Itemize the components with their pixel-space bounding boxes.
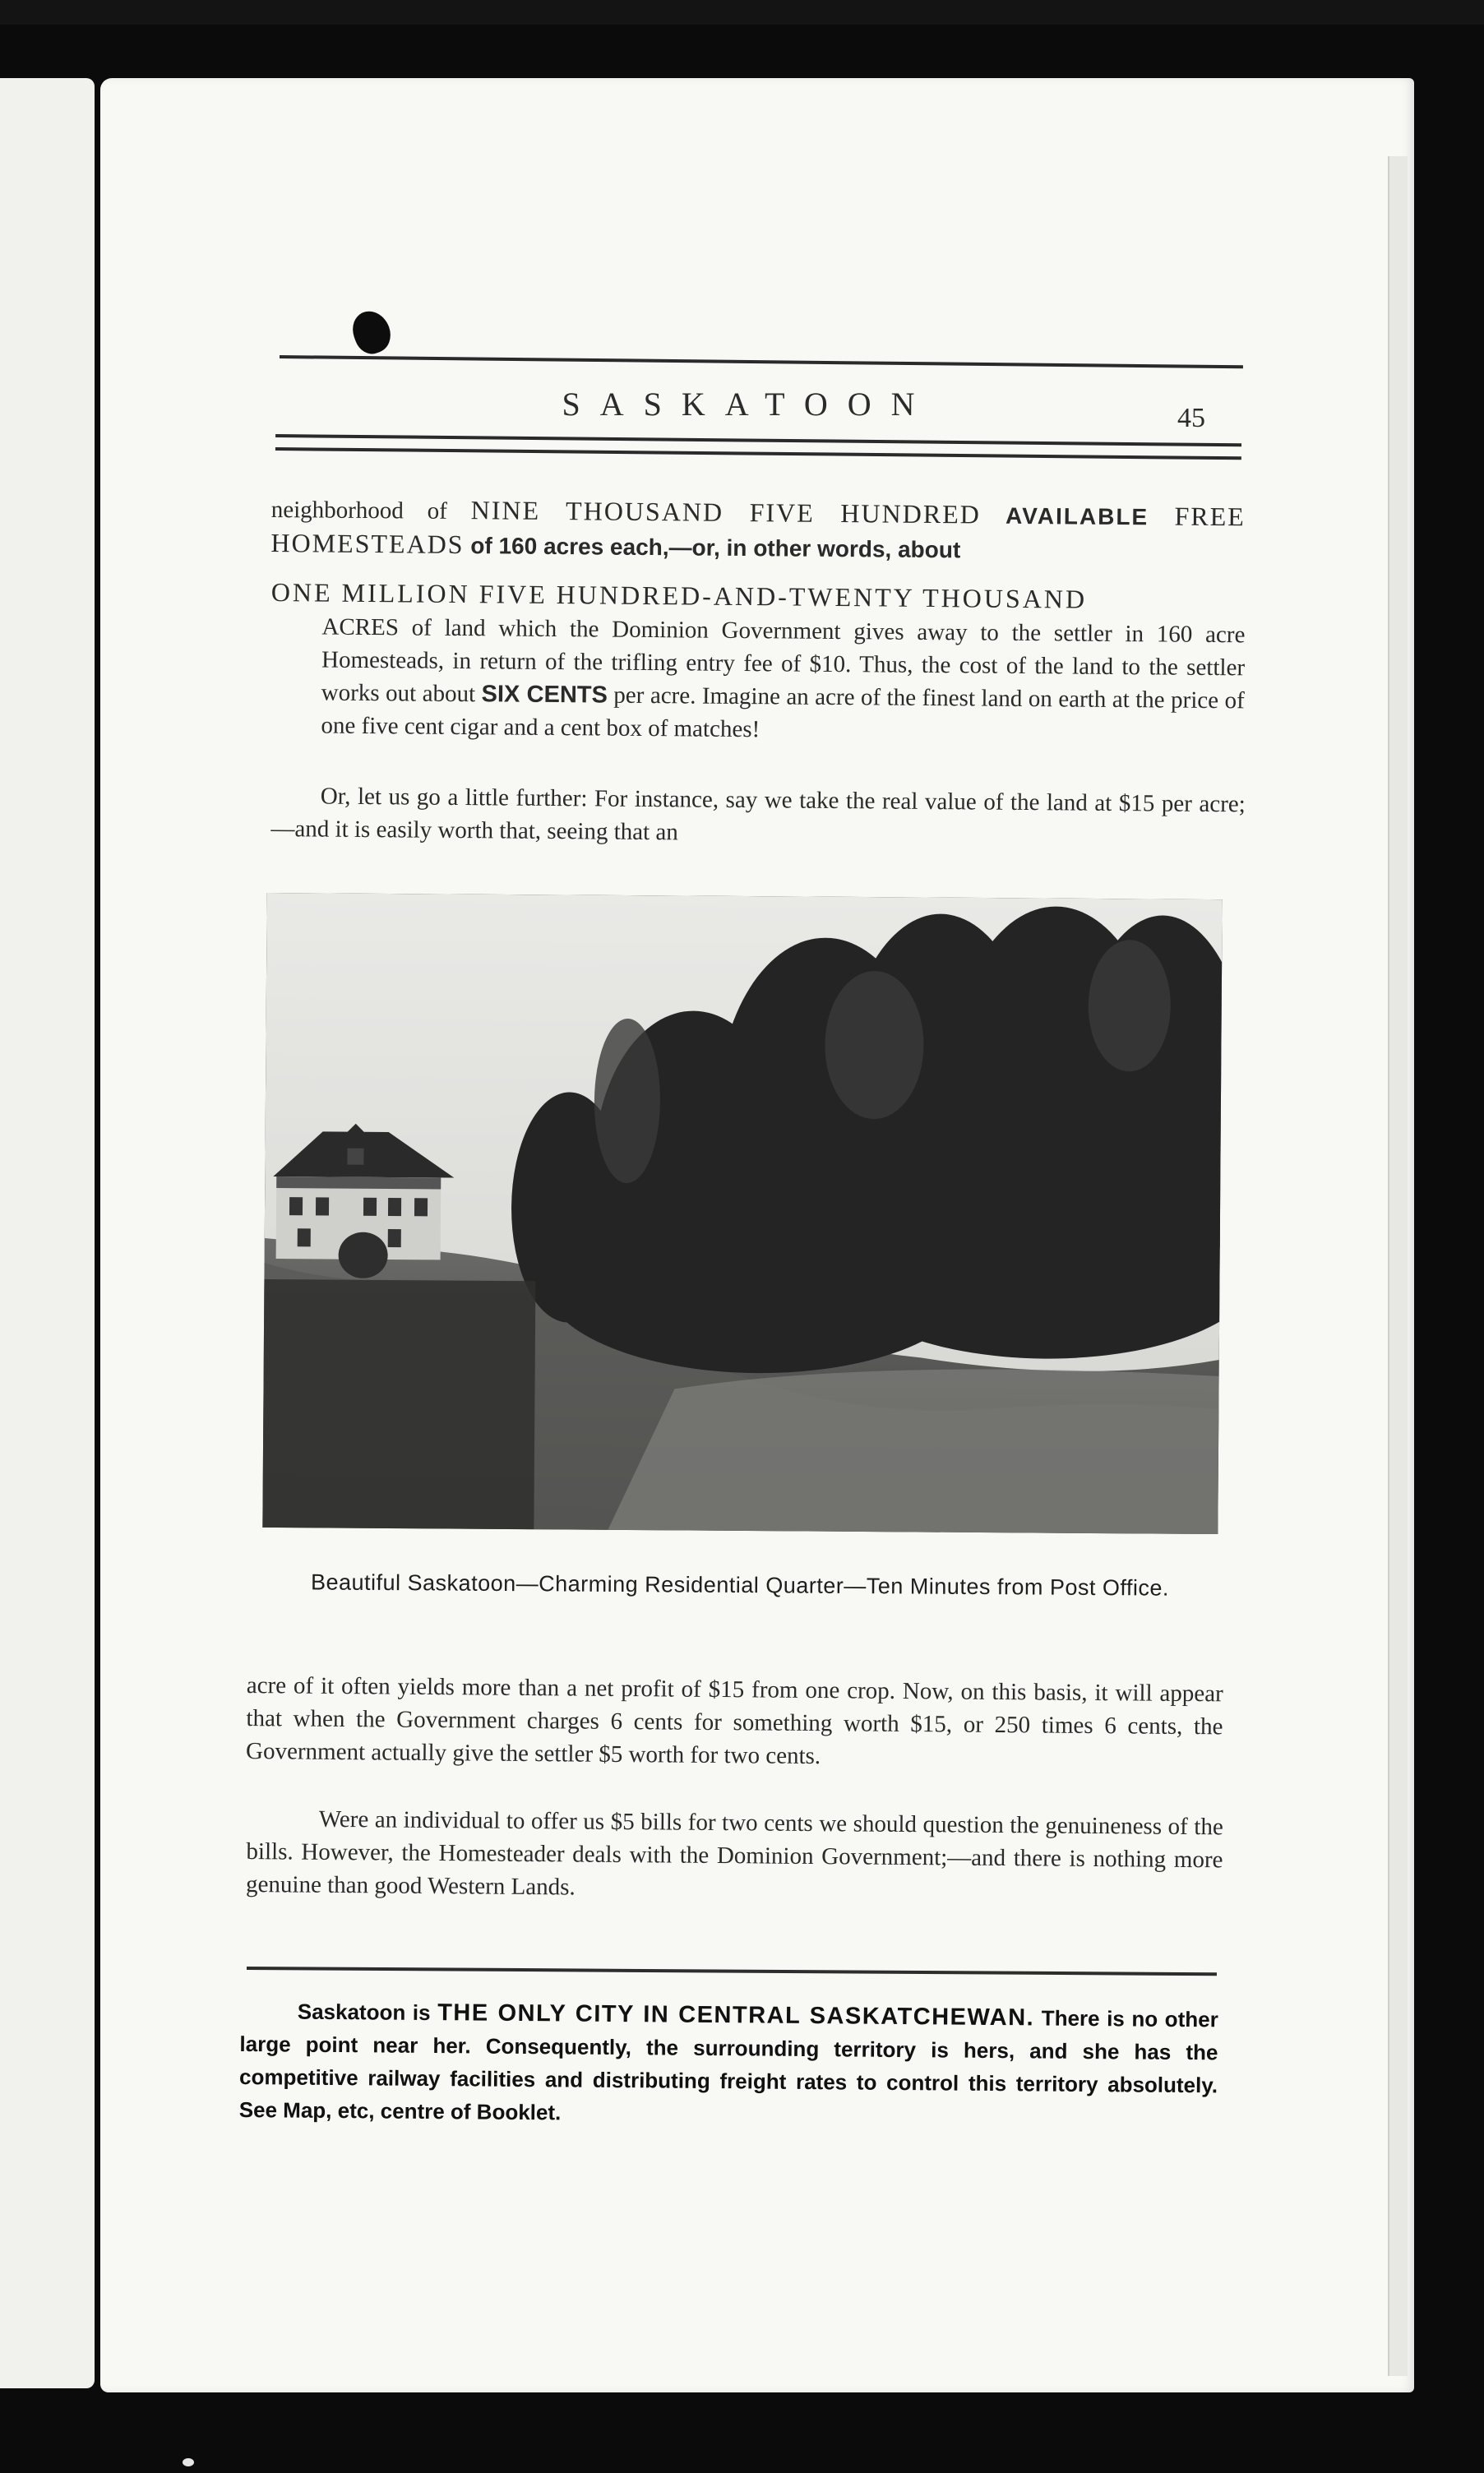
text-emphasis: ONE MILLION FIVE HUNDRED-AND-TWENTY THOUSAND — [270, 576, 1088, 614]
text-emphasis: SIX CENTS — [481, 681, 608, 709]
text-emphasis: AVAILABLE — [980, 502, 1175, 530]
running-title: SASKATOON — [562, 386, 935, 423]
text-emphasis: FREE HOMESTEADS — [270, 501, 1246, 560]
paragraph-crop-profit: acre of it often yields more than a net profit of $15 from one crop. Now, on this basis, it will appear that when the Government charges 6 cents for something worth $15, or 250 times 6 cents, the Government actually give the settler $5 worth for two cents. — [245, 1671, 1223, 1770]
paragraph-further: Or, let us go a little further: For instance, say we take the real value of the land at $15 per acre;—and it is easily worth that, seeing that an — [270, 783, 1246, 846]
text-emphasis: THE ONLY CITY IN CENTRAL SASKATCHEWAN. — [437, 1999, 1035, 2032]
previous-page-edge — [0, 78, 95, 2388]
text-emphasis: NINE THOUSAND FIVE HUNDRED — [470, 495, 981, 529]
page-number: 45 — [1177, 403, 1205, 433]
paragraph-bills: Were an individual to offer us $5 bills for two cents we should question the genuineness of the bills. However, the Homesteader deals with the Dominion Government;—and there is nothing more genuine than good Western Lands. — [245, 1805, 1223, 1901]
page-right-edge — [1388, 156, 1408, 2376]
text-span: per acre. Imagine an acre of the finest land on earth at the price of one five cent cigar and a cent box of matches! — [321, 682, 1245, 743]
paragraph-homesteads — [270, 492, 1246, 569]
residential-quarter-photo — [262, 893, 1222, 1534]
text-span: There is no other large point near her. Consequently, the surrounding territory is hers, and she has the competitive railway facilities and distributing freight rates to control this territory absolutely. See Map, etc, centre of Booklet. — [238, 2005, 1218, 2125]
text-span: of 160 acres each,—or, in other words, about — [464, 533, 961, 563]
text-span: neighborhood of — [270, 496, 471, 525]
photo-illustration — [262, 893, 1222, 1534]
text-span: Saskatoon is — [297, 1999, 438, 2026]
callout-only-city — [239, 1995, 1218, 2134]
scan-dust-mark — [183, 2458, 194, 2466]
photo-caption: Beautiful Saskatoon—Charming Residential Quarter—Ten Minutes from Post Office. — [310, 1569, 1170, 1601]
scan-background-top — [0, 0, 1484, 25]
paragraph-acres — [270, 575, 1246, 750]
text-span: ACRES of land which the Dominion Government gives away to the settler in 160 acre Homesteads, in return of the trifling entry fee of $10. Thus, the cost of the land to the settler works out about — [321, 613, 1246, 708]
